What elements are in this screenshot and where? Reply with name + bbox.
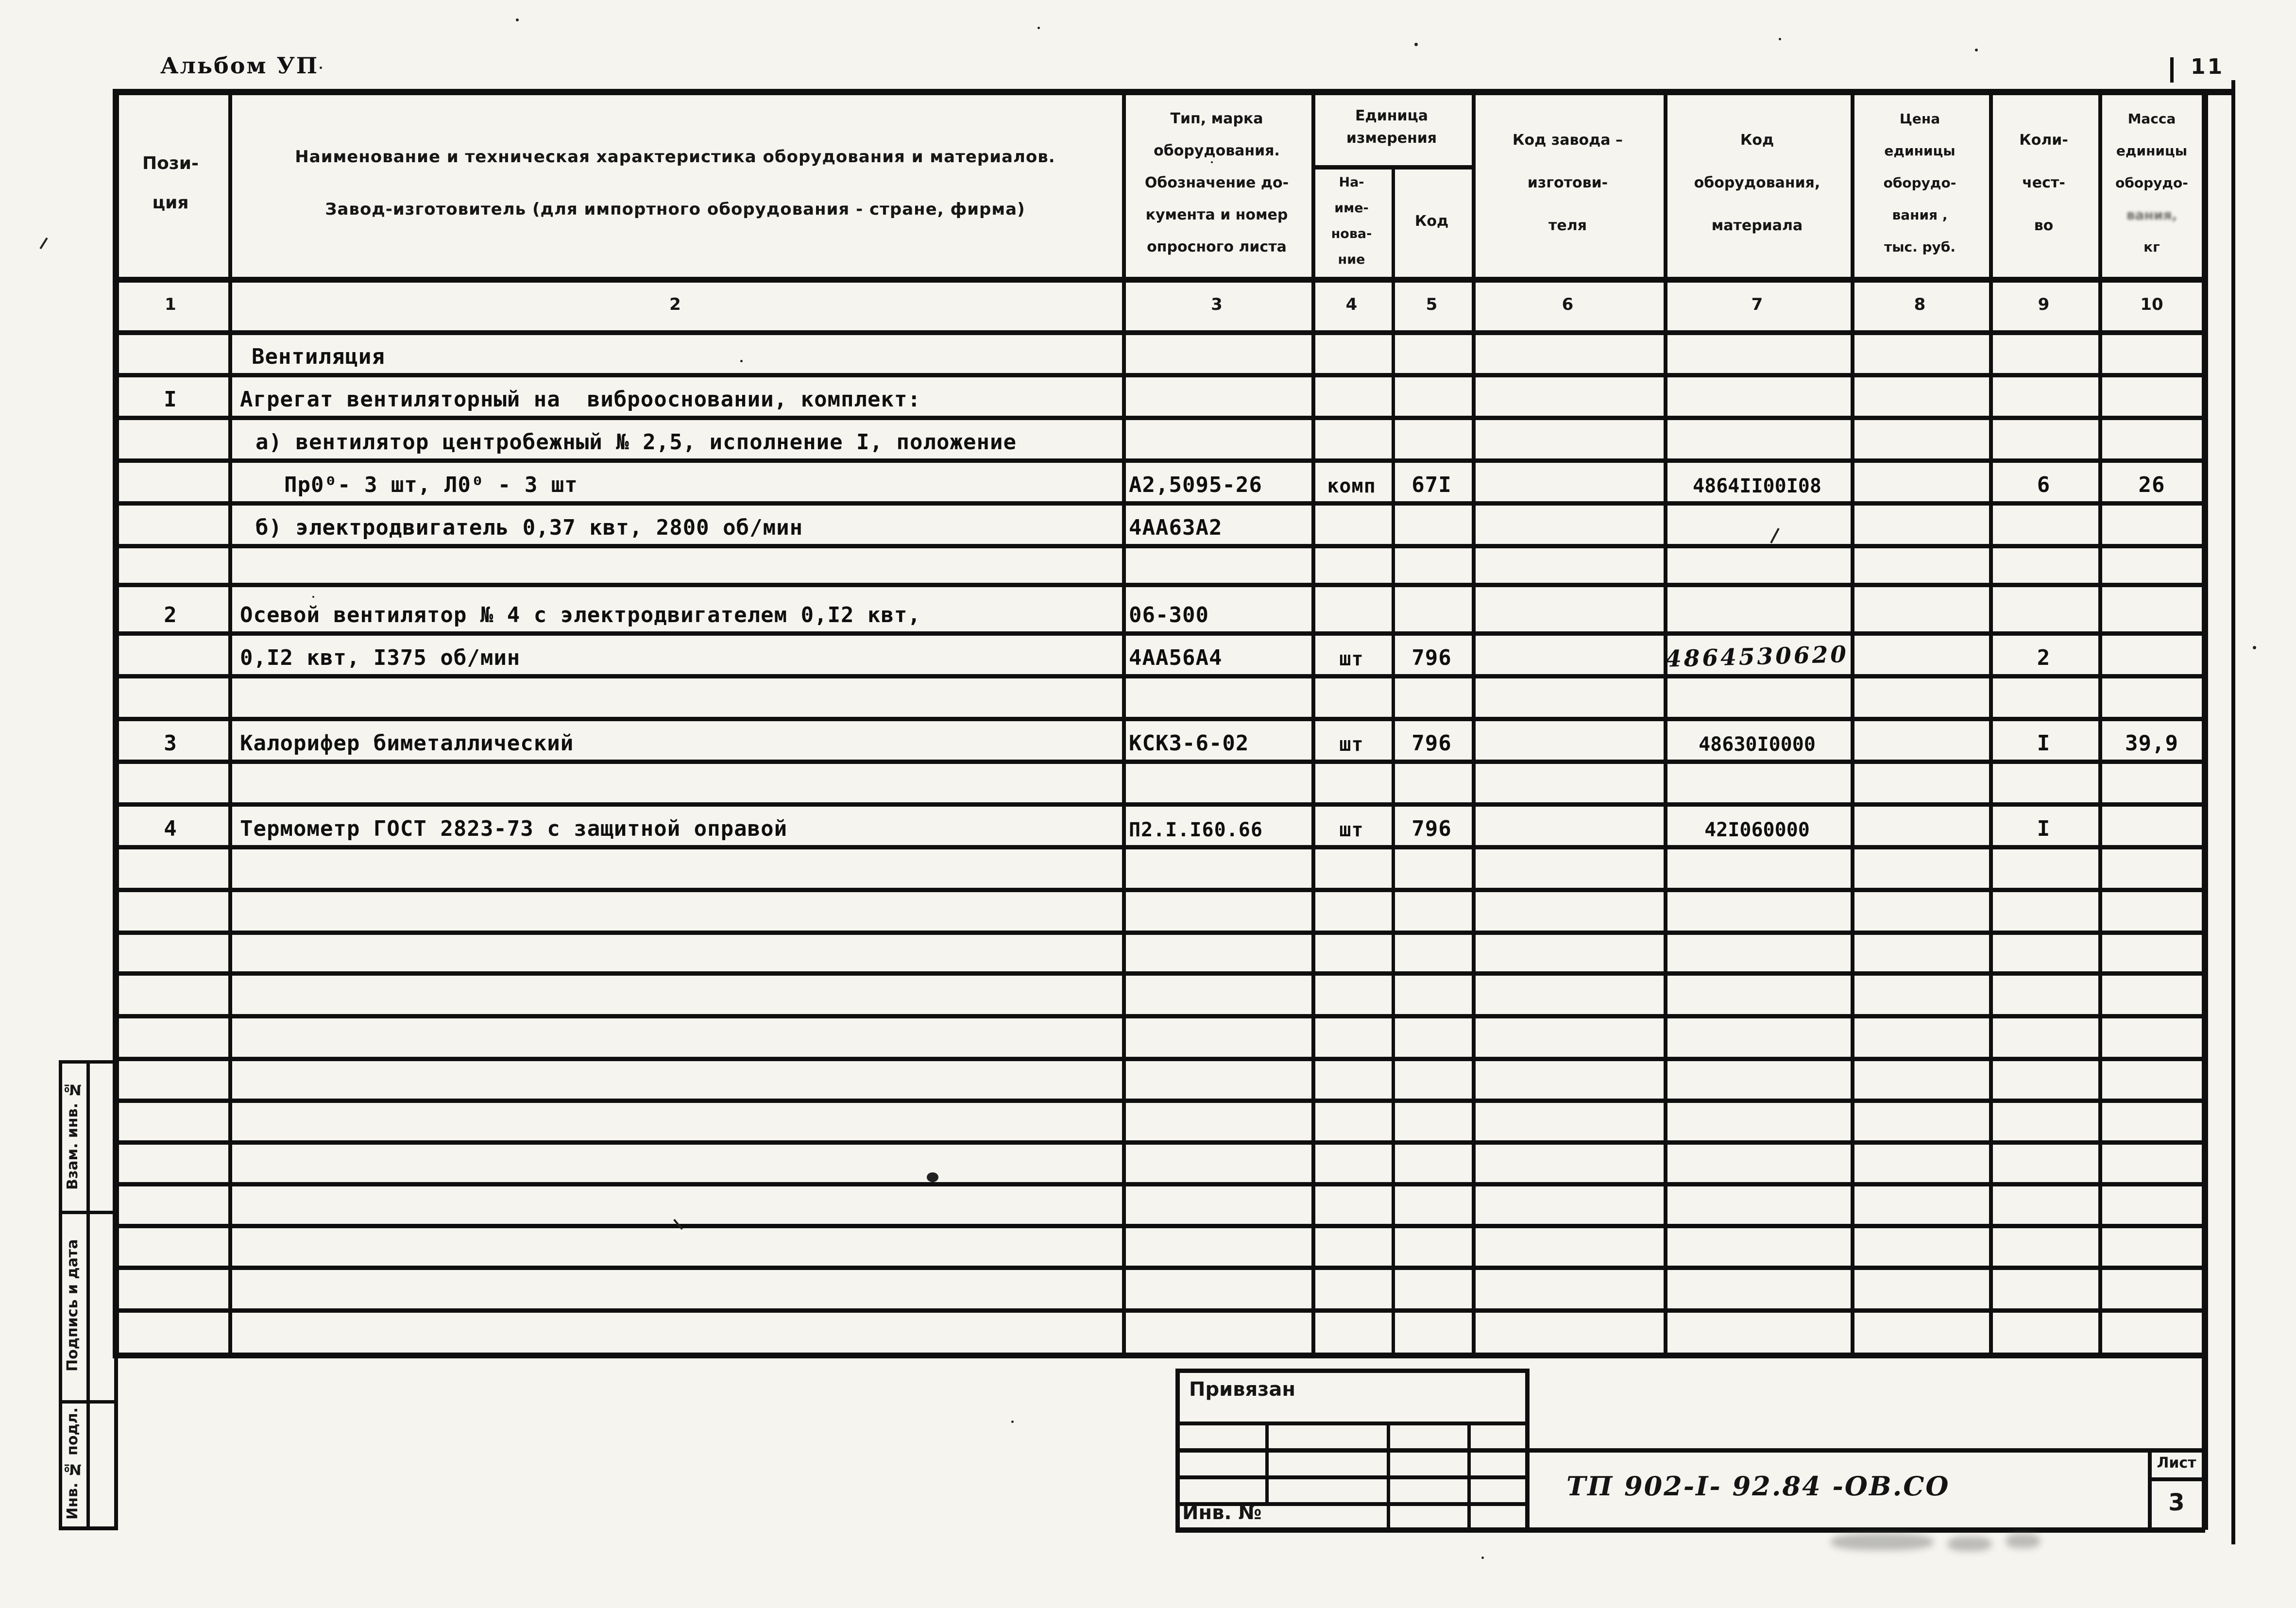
table-cell: 2 [164, 603, 177, 627]
table-cell: а) вентилятор центробежный № 2,5, исполнение I, положение [255, 430, 1017, 455]
table-cell: 796 [1412, 645, 1452, 670]
doc-code: ТП 902-I- 92.84 -ОВ.СО [1566, 1471, 1950, 1502]
page-number-tick [2170, 57, 2174, 83]
col-number-8: 8 [1914, 294, 1926, 314]
col-header-mass: Масса единицы оборудо- вания, кг [2115, 110, 2188, 255]
table-cell: I [164, 387, 177, 412]
col-header-type: Тип, марка оборудования. Обозначение до- кумента и номер опросного листа [1144, 110, 1289, 255]
scan-speck [312, 596, 314, 598]
illegible-smudge [1831, 1534, 1933, 1550]
table-cell: комп [1327, 475, 1376, 497]
table-cell: Пр0⁰- 3 шт, Л0⁰ - 3 шт [284, 473, 578, 497]
col-header-unit-group: Единица измерения [1346, 107, 1437, 147]
scan-speck [1414, 43, 1418, 46]
col-number-1: 1 [165, 294, 176, 314]
table-cell: 67I [1412, 473, 1452, 497]
stamp-title: Привязан [1189, 1378, 1296, 1401]
table-cell: Термометр ГОСТ 2823-73 с защитной оправой [240, 816, 788, 841]
scan-speck [320, 67, 322, 69]
table-cell: 48630I0000 [1699, 733, 1816, 756]
page-right-border [2231, 80, 2235, 1544]
inv-number-label: Инв. № [1182, 1502, 1262, 1524]
table-cell: шт [1339, 648, 1364, 670]
illegible-smudge [1948, 1537, 1991, 1551]
table-cell: 4АА56А4 [1129, 645, 1223, 670]
col-number-6: 6 [1562, 294, 1574, 314]
table-cell: 4 [164, 816, 177, 841]
table-cell: 26 [2138, 473, 2165, 497]
table-cell: П2.I.I60.66 [1129, 819, 1263, 841]
col-header-unit-code: Код [1414, 212, 1449, 230]
col-number-10: 10 [2140, 294, 2163, 314]
album-label: Альбом УП [160, 52, 319, 79]
side-strip-label: Инв. № подл. [64, 1407, 81, 1520]
table-cell: шт [1339, 733, 1364, 756]
scan-speck [1211, 161, 1213, 163]
table-cell: 796 [1412, 816, 1452, 841]
table-cell: 3 [164, 731, 177, 756]
col-header-position: Пози- ция [142, 153, 199, 213]
scan-speck [1037, 27, 1040, 29]
table-cell: А2,5095-26 [1129, 473, 1262, 497]
col-header-equipment-code: Код оборудования, материала [1694, 131, 1820, 234]
table-cell: 2 [2037, 645, 2051, 670]
table-cell: 4АА63А2 [1129, 515, 1223, 540]
col-header-name: Наименование и техническая характеристика оборудования и материалов. Завод-изготовитель (для импортного оборудования - стране, фирма) [295, 147, 1055, 219]
col-number-7: 7 [1751, 294, 1763, 314]
col-header-unit-name: На- име- нова- ние [1331, 175, 1372, 267]
side-strip-label: Взам. инв. № [64, 1081, 81, 1190]
table-cell: 42I060000 [1704, 819, 1810, 841]
table-cell: 0,I2 квт, I375 об/мин [240, 645, 521, 670]
ink-dot [927, 1172, 938, 1182]
table-cell: Калорифер биметаллический [240, 731, 574, 756]
scan-mark [39, 237, 48, 249]
scan-speck [1481, 1557, 1484, 1559]
scan-mark [1770, 528, 1779, 543]
table-cell: 06-300 [1129, 603, 1209, 627]
scan-speck [1779, 38, 1781, 40]
table-cell: I [2037, 816, 2051, 841]
scan-speck [740, 360, 743, 362]
scan-speck [1975, 49, 1978, 51]
scan-speck [1011, 1421, 1014, 1423]
table-cell: Осевой вентилятор № 4 с электродвигателем 0,I2 квт, [240, 603, 921, 627]
page-number: 11 [2191, 54, 2225, 79]
illegible-smudge [2006, 1534, 2040, 1548]
col-number-3: 3 [1211, 294, 1223, 314]
table-cell: 796 [1412, 731, 1452, 756]
col-header-factory-code: Код завода – изготови- теля [1513, 131, 1623, 234]
side-strip-label: Подпись и дата [64, 1239, 81, 1372]
scan-speck [2253, 646, 2256, 649]
table-cell: б) электродвигатель 0,37 квт, 2800 об/мин [255, 515, 803, 540]
table-cell: Агрегат вентиляторный на виброосновании, комплект: [240, 387, 921, 412]
table-cell: I [2037, 731, 2051, 756]
table-cell: шт [1339, 819, 1364, 841]
table-cell-handwritten: 4864530620 [1665, 641, 1849, 673]
sheet-number: 3 [2168, 1489, 2185, 1516]
sheet-label: Лист [2157, 1454, 2196, 1472]
col-header-price: Цена единицы оборудо- вания , тыс. руб. [1883, 110, 1956, 255]
table-cell: КСК3-6-02 [1129, 731, 1249, 756]
table-cell: 4864II00I08 [1693, 475, 1821, 497]
table-cell: 39,9 [2125, 731, 2178, 756]
table-cell: Вентиляция [252, 344, 385, 369]
table-cell: 6 [2037, 473, 2051, 497]
scan-speck [516, 18, 519, 21]
col-number-5: 5 [1426, 294, 1438, 314]
col-number-4: 4 [1345, 294, 1358, 314]
col-number-9: 9 [2038, 294, 2050, 314]
col-header-quantity: Коли- чест- во [2019, 131, 2068, 234]
col-number-2: 2 [669, 294, 681, 314]
